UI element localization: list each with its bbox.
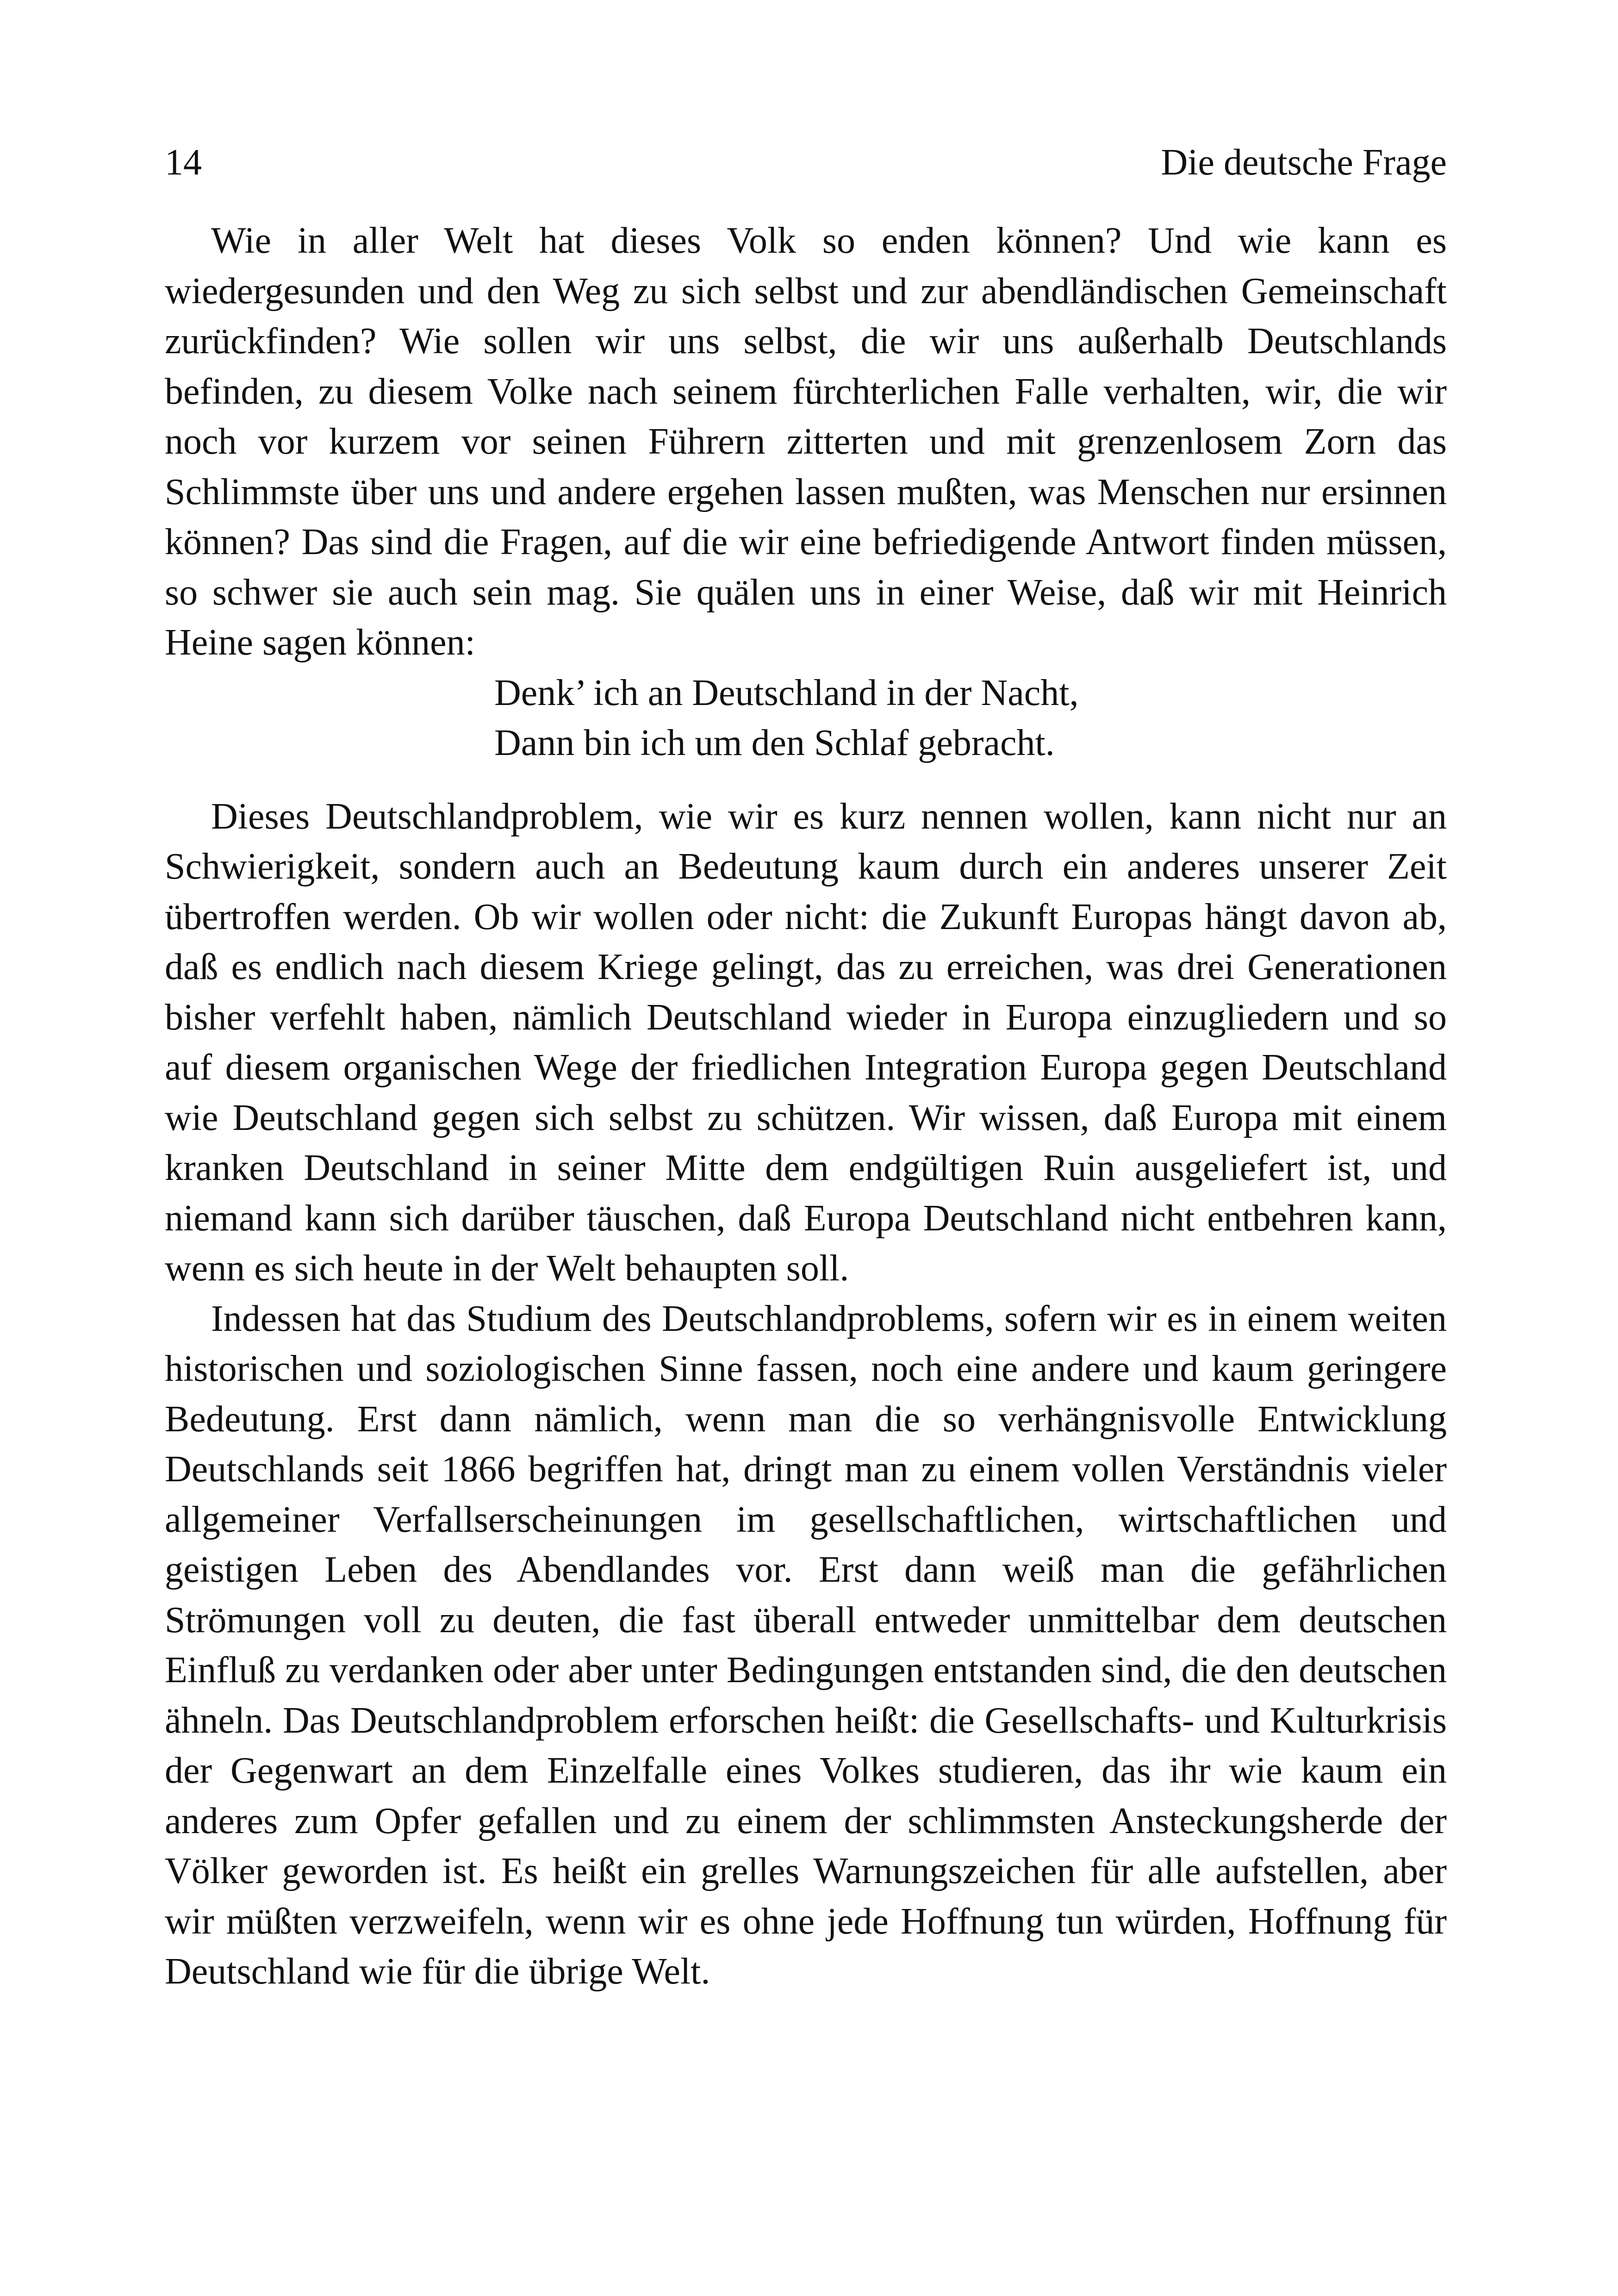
paragraph-2: Dieses Deutschlandproblem, wie wir es kurz nennen wollen, kann nicht nur an Schwierigkeit, sondern auch an Bedeutung kaum durch ein anderes unserer Zeit übertroffen werden. Ob wir wollen oder nicht: die Zukunft Europas hängt davon ab, daß es endlich nach diesem Kriege gelingt, das zu erreichen, was drei Generationen bisher verfehlt haben, nämlich Deutschland wieder in Europa einzugliedern und so auf diesem organischen Wege der friedlichen Integration Europa gegen Deutschland wie Deutschland gegen sich selbst zu schützen. Wir wissen, daß Europa mit einem kranken Deutschland in seiner Mitte dem endgültigen Ruin ausgeliefert ist, und niemand kann sich darüber täuschen, daß Europa Deutschland nicht entbehren kann, wenn es sich heute in der Welt behaupten soll. bbox=[165, 796, 1447, 1289]
verse-line-2: Dann bin ich um den Schlaf gebracht. bbox=[494, 723, 1055, 763]
page-number: 14 bbox=[165, 142, 202, 183]
verse-line-1: Denk’ ich an Deutschland in der Nacht, bbox=[494, 672, 1079, 713]
running-title: Die deutsche Frage bbox=[1161, 142, 1447, 183]
paragraph-3: Indessen hat das Studium des Deutschlandproblems, sofern wir es in einem weiten historischen und soziologischen Sinne fassen, noch eine andere und kaum geringere Bedeutung. Erst dann nämlich, wenn man die so verhängnisvolle Entwicklung Deutschlands seit 1866 begriffen hat, dringt man zu einem vollen Verständnis vieler allgemeiner Verfallserscheinungen im gesellschaftlichen, wirtschaftlichen und geistigen Leben des Abendlandes vor. Erst dann weiß man die gefährlichen Strömungen voll zu deuten, die fast überall entweder unmittelbar dem deutschen Einfluß zu verdanken oder aber unter Bedingungen entstanden sind, die den deutschen ähneln. Das Deutschlandproblem erforschen heißt: die Gesellschafts- und Kulturkrisis der Gegenwart an dem Einzelfalle eines Volkes studieren, das ihr wie kaum ein anderes zum Opfer gefallen und zu einem der schlimmsten Ansteckungsherde der Völker geworden ist. Es heißt ein grelles Warnungszeichen für alle aufstellen, aber wir müßten verzweifeln, wenn wir es ohne jede Hoffnung tun würden, Hoffnung für Deutschland wie für die übrige Welt. bbox=[165, 1298, 1447, 1992]
paragraph-1: Wie in aller Welt hat dieses Volk so enden können? Und wie kann es wiedergesunden und den Weg zu sich selbst und zur abendländischen Gemeinschaft zurückfinden? Wie sollen wir uns selbst, die wir uns außerhalb Deutschlands befinden, zu diesem Volke nach seinem fürchterlichen Falle verhalten, wir, die wir noch vor kurzem vor seinen Führern zitterten und mit grenzenlosem Zorn das Schlimmste über uns und andere ergehen lassen mußten, was Menschen nur ersinnen können? Das sind die Fragen, auf die wir eine befriedigende Antwort finden müssen, so schwer sie auch sein mag. Sie quälen uns in einer Weise, daß wir mit Heinrich Heine sagen können: bbox=[165, 220, 1447, 663]
verse-quotation bbox=[165, 668, 1447, 768]
body-text bbox=[165, 216, 1447, 1997]
running-header bbox=[165, 137, 1447, 188]
